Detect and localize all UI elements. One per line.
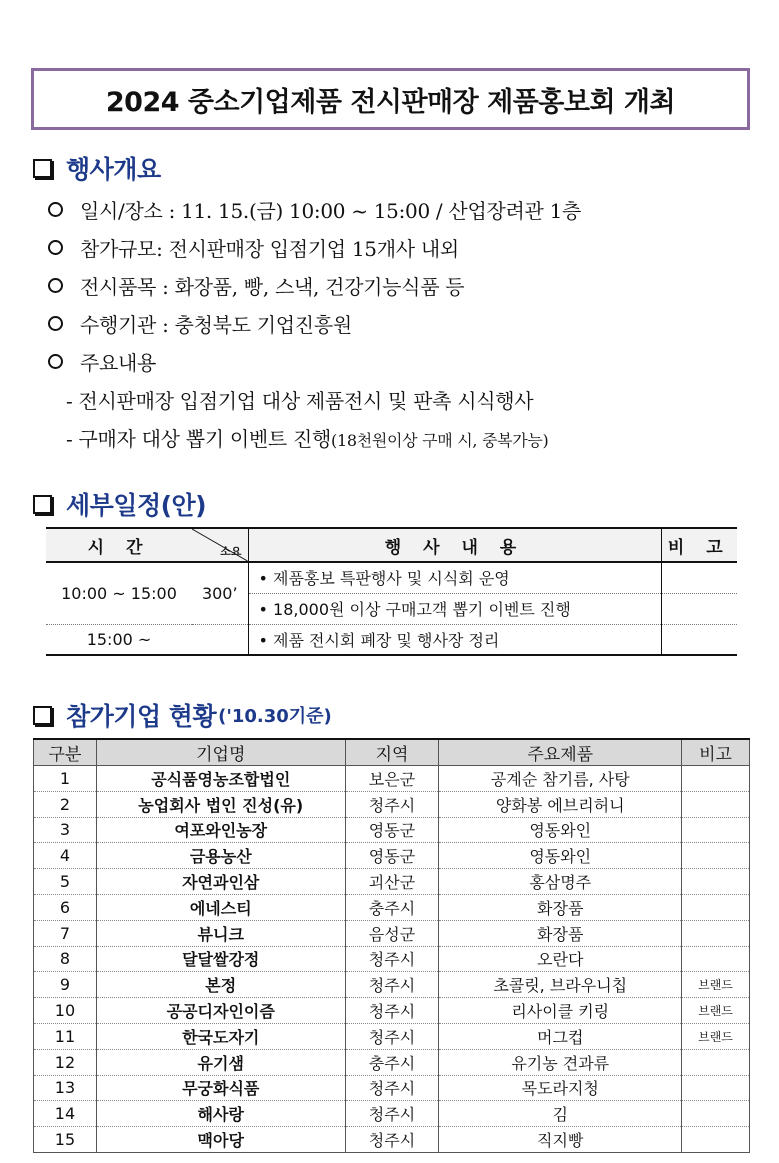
circle-bullet-icon	[48, 316, 63, 331]
table-row	[34, 1101, 750, 1127]
overview-item	[48, 347, 156, 376]
company-name: 해사랑	[96, 1101, 345, 1127]
row-number: 1	[34, 766, 97, 792]
table-row	[34, 946, 750, 972]
row-number: 2	[34, 791, 97, 817]
schedule-content: • 18,000원 이상 구매고객 뽑기 이벤트 진행	[248, 593, 661, 624]
schedule-row	[46, 624, 737, 655]
circle-bullet-icon	[48, 354, 63, 369]
overview-item	[48, 309, 352, 338]
company-name: 에네스티	[96, 894, 345, 920]
schedule-time: 10:00 ~ 15:00	[46, 562, 192, 624]
row-number: 13	[34, 1075, 97, 1101]
schedule-note	[661, 593, 737, 624]
row-number: 7	[34, 920, 97, 946]
table-row	[34, 920, 750, 946]
main-product: 공계순 참기름, 사탕	[439, 766, 682, 792]
sub-item-text: - 구매자 대상 뽑기 이벤트 진행	[66, 427, 331, 451]
schedule-row	[46, 562, 737, 593]
table-row	[34, 843, 750, 869]
company-name: 농업회사 법인 진성(유)	[96, 791, 345, 817]
remark	[682, 817, 750, 843]
overview-item	[48, 195, 581, 224]
main-product: 초콜릿, 브라우니칩	[439, 972, 682, 998]
participants-subheading: ('10.30기준)	[218, 706, 332, 727]
time-header: 시 간	[46, 528, 192, 562]
row-number: 9	[34, 972, 97, 998]
row-number: 15	[34, 1127, 97, 1153]
remark: 브랜드	[682, 972, 750, 998]
company-name: 공식품영농조합법인	[96, 766, 345, 792]
table-row	[34, 766, 750, 792]
sub-item-note: (18천원이상 구매 시, 중복가능)	[331, 431, 549, 450]
main-product: 양화봉 에브리허니	[439, 791, 682, 817]
schedule-time: 15:00 ~	[46, 624, 192, 655]
schedule-table	[46, 527, 737, 656]
region: 청주시	[345, 1127, 439, 1153]
remark	[682, 1101, 750, 1127]
main-product: 유기농 견과류	[439, 1049, 682, 1075]
duration-header-label: 소요	[220, 545, 242, 558]
company-name: 한국도자기	[96, 1023, 345, 1049]
overview-heading	[33, 150, 161, 186]
checkbox-icon	[33, 159, 52, 178]
row-number: 4	[34, 843, 97, 869]
table-row	[34, 1049, 750, 1075]
overview-heading-text: 행사개요	[66, 155, 161, 184]
schedule-note	[661, 562, 737, 593]
schedule-heading	[33, 486, 206, 522]
main-product: 화장품	[439, 894, 682, 920]
region: 청주시	[345, 972, 439, 998]
participants-body	[34, 766, 750, 1153]
remark: 브랜드	[682, 1023, 750, 1049]
participants-table	[33, 738, 750, 1153]
region: 보은군	[345, 766, 439, 792]
company-name: 무궁화식품	[96, 1075, 345, 1101]
note-header: 비 고	[661, 528, 737, 562]
remark: 브랜드	[682, 998, 750, 1024]
row-number: 12	[34, 1049, 97, 1075]
remark	[682, 1049, 750, 1075]
main-product: 화장품	[439, 920, 682, 946]
region: 청주시	[345, 1101, 439, 1127]
company-name: 금용농산	[96, 843, 345, 869]
table-row	[34, 869, 750, 895]
region: 청주시	[345, 946, 439, 972]
overview-item-text: 참가규모: 전시판매장 입점기업 15개사 내외	[80, 237, 459, 261]
region: 영동군	[345, 817, 439, 843]
main-product: 목도라지청	[439, 1075, 682, 1101]
schedule-header-row	[46, 528, 737, 562]
table-row	[34, 1023, 750, 1049]
col-header: 비고	[682, 739, 750, 766]
participants-heading-text: 참가기업 현황	[66, 702, 217, 731]
overview-item-text: 수행기관 : 충청북도 기업진흥원	[80, 313, 352, 337]
remark	[682, 791, 750, 817]
schedule-duration	[192, 624, 248, 655]
company-name: 뷰니크	[96, 920, 345, 946]
row-number: 5	[34, 869, 97, 895]
company-name: 자연과인삼	[96, 869, 345, 895]
main-product: 머그컵	[439, 1023, 682, 1049]
remark	[682, 894, 750, 920]
region: 음성군	[345, 920, 439, 946]
checkbox-icon	[33, 706, 52, 725]
circle-bullet-icon	[48, 278, 63, 293]
overview-item	[48, 271, 464, 300]
circle-bullet-icon	[48, 202, 63, 217]
row-number: 3	[34, 817, 97, 843]
main-product: 직지빵	[439, 1127, 682, 1153]
remark	[682, 766, 750, 792]
table-row	[34, 1075, 750, 1101]
participants-heading	[33, 697, 332, 733]
remark	[682, 843, 750, 869]
table-row	[34, 894, 750, 920]
participants-header-row	[34, 739, 750, 766]
table-row	[34, 972, 750, 998]
overview-item-text: 일시/장소 : 11. 15.(금) 10:00 ~ 15:00 / 산업장려관 1층	[80, 199, 582, 223]
duration-header	[192, 528, 248, 562]
remark	[682, 1075, 750, 1101]
main-product: 영동와인	[439, 817, 682, 843]
page-title: 2024 중소기업제품 전시판매장 제품홍보회 개최	[105, 86, 676, 118]
schedule-heading-text: 세부일정(안)	[66, 491, 207, 520]
region: 청주시	[345, 791, 439, 817]
company-name: 달달쌀강정	[96, 946, 345, 972]
main-product: 홍삼명주	[439, 869, 682, 895]
row-number: 14	[34, 1101, 97, 1127]
row-number: 6	[34, 894, 97, 920]
company-name: 유기샘	[96, 1049, 345, 1075]
col-header: 지역	[345, 739, 439, 766]
overview-item-text: 전시품목 : 화장품, 빵, 스낵, 건강기능식품 등	[80, 275, 465, 299]
col-header: 주요제품	[439, 739, 682, 766]
remark	[682, 946, 750, 972]
company-name: 맥아당	[96, 1127, 345, 1153]
schedule-note	[661, 624, 737, 655]
col-header: 구분	[34, 739, 97, 766]
table-row	[34, 817, 750, 843]
schedule-duration: 300’	[192, 562, 248, 624]
overview-item-text: 주요내용	[80, 351, 157, 375]
row-number: 10	[34, 998, 97, 1024]
region: 청주시	[345, 1075, 439, 1101]
main-product: 김	[439, 1101, 682, 1127]
row-number: 11	[34, 1023, 97, 1049]
table-row	[34, 791, 750, 817]
company-name: 공공디자인이즘	[96, 998, 345, 1024]
remark	[682, 869, 750, 895]
remark	[682, 1127, 750, 1153]
main-product: 영동와인	[439, 843, 682, 869]
company-name: 여포와인농장	[96, 817, 345, 843]
region: 충주시	[345, 1049, 439, 1075]
region: 충주시	[345, 894, 439, 920]
overview-item	[48, 233, 459, 262]
row-number: 8	[34, 946, 97, 972]
region: 청주시	[345, 1023, 439, 1049]
remark	[682, 920, 750, 946]
region: 괴산군	[345, 869, 439, 895]
content-header: 행 사 내 용	[248, 528, 661, 562]
overview-sub-item	[66, 385, 533, 414]
main-product: 리사이클 키링	[439, 998, 682, 1024]
checkbox-icon	[33, 495, 52, 514]
main-product: 오란다	[439, 946, 682, 972]
col-header: 기업명	[96, 739, 345, 766]
overview-sub-item	[66, 423, 549, 452]
schedule-content: • 제품 전시회 폐장 및 행사장 정리	[248, 624, 661, 655]
sub-item-text: - 전시판매장 입점기업 대상 제품전시 및 판촉 시식행사	[66, 389, 534, 413]
circle-bullet-icon	[48, 240, 63, 255]
region: 청주시	[345, 998, 439, 1024]
title-box	[31, 68, 750, 130]
company-name: 본정	[96, 972, 345, 998]
table-row	[34, 1127, 750, 1153]
table-row	[34, 998, 750, 1024]
schedule-content: • 제품홍보 특판행사 및 시식회 운영	[248, 562, 661, 593]
region: 영동군	[345, 843, 439, 869]
